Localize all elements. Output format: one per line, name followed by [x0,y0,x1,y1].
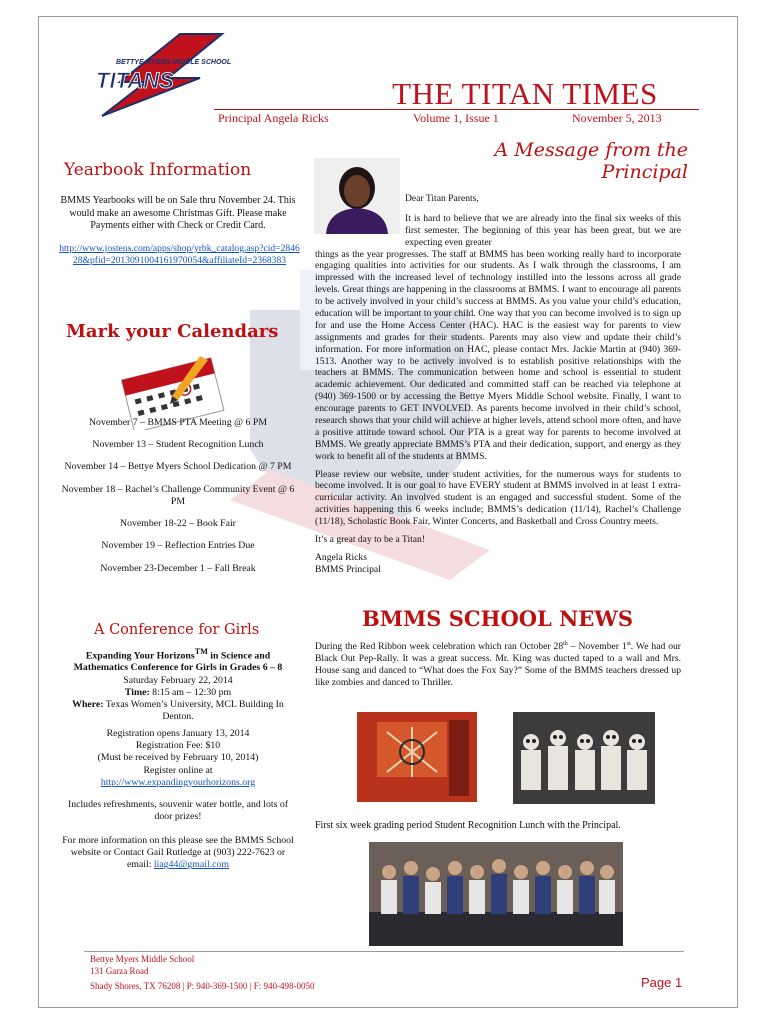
conference-name-a: Expanding Your Horizons [85,650,195,662]
lunch-caption: First six week grading period Student Recognition Lunch with the Principal. [315,820,621,831]
zombie-teachers-photo [513,712,655,804]
registration-fee: Registration Fee: $10 [135,740,221,752]
footer-address [90,954,314,993]
event-item: November 23-December 1 – Fall Break [100,562,256,574]
message-heading-line1: A Message from the [494,139,688,161]
signature-name: Angela Ricks [315,551,367,563]
logo-school-text: BETTYE MYERS MIDDLE SCHOOL [116,59,232,66]
register-online-text: Register online at [143,764,213,776]
volume-issue: Volume 1, Issue 1 [413,111,499,125]
message-heading [412,140,688,184]
news-text-c: . We had our Black Out Pep-Rally. It was a great success. Mr. King was ducted taped to a wall and Mrs. House sang and danced to “What does the Fox Say?” Some of the BMMS teachers dressed up like zombies and danced to Thriller. [315,641,681,689]
logo-name-text: TITANS [96,68,174,93]
conference-location: Texas Women’s University, MCL Building In Denton. [103,698,284,722]
letter-closing: It’s a great day to be a Titan! [315,534,426,546]
contact-email-link[interactable]: liag44@gmail.com [153,859,230,871]
more-info-text: For more information on this please see the BMMS School website or Contact Gail Rutledge at (903) 222-7623 or email: [62,835,294,871]
issue-date: November 5, 2013 [572,111,662,125]
news-text-b: – November 1 [567,641,627,653]
superscript: th [563,641,568,647]
event-item: November 7 – BMMS PTA Meeting @ 6 PM [88,417,268,428]
conference-time: 8:15 am – 12:30 pm [149,686,232,698]
masthead-divider [214,109,699,110]
registration-link[interactable]: http://www.expandingyourhorizons.org [100,776,256,788]
newsletter-title: THE TITAN TIMES [392,76,658,111]
footer-contact: Shady Shores, TX 76208 | P: 940-369-1500 | F: 940-498-0050 [90,981,315,992]
news-paragraph [315,641,681,690]
event-item: November 18 – Rachel’s Challenge Community Event @ 6 PM [61,483,295,507]
recognition-lunch-photo [369,842,623,946]
titans-logo [72,30,262,120]
calendar-heading: Mark your Calendars [66,321,279,342]
signature-title: BMMS Principal [315,563,381,575]
letter-paragraph: Please review our website, under student activities, for the numerous ways for students to become involved. It is our goal to have EVERY student at BMMS involved in at least 1 extra-curricular activity. An involved student is an engaged and successful student. Some of the activities happening this 6 weeks include; BMMS’s dedication (11/14), Rachel’s Challenge (11/18), Scholastic Book Fair, Winter Concerts, and Basketball and Cross Country meets. [315,468,681,528]
time-label: Time: [124,686,150,698]
event-item: November 18-22 – Book Fair [120,518,236,530]
red-ribbon-photo [357,712,477,802]
conference-heading: A Conference for Girls [94,622,260,638]
yearbook-link[interactable]: http://www.jostens.com/apps/shop/yrbk_catalog.asp?cid=284628&pfid=2013091004161970054&affiliateId=2368383 [59,243,300,266]
more-info [58,835,298,871]
principal-letter [315,193,681,576]
letter-paragraph-indent: It is hard to believe that we are already into the final six weeks of this first semester. The beginning of this year has been great, but we are expecting even greater [405,212,681,248]
conference-name-b: in Science and Mathematics Conference for Girls in Grades 6 – 8 [73,650,283,674]
trademark: TM [194,647,208,656]
conference-name [58,647,298,723]
where-label: Where: [72,698,104,710]
page-number: Page 1 [641,975,683,990]
includes-text: Includes refreshments, souvenir water bottle, and lots of door prizes! [67,798,289,822]
yearbook-text: BMMS Yearbooks will be on Sale thru November 24. This would make an awesome Christmas Gift. Please make Payments either with Check or Credit Card. [60,195,296,231]
letter-paragraph-rest: things as the year progresses. The staff at BMMS has been working really hard to incorporate engaging qualities into activities for our students. As I walk through the classrooms, I am impressed with the increased level of technology instilled into the lessons across all grade levels. Great things are happening in the classrooms at BMMS. I want to encourage all parents to be actively involved in your child’s success at BMMS. As you value your child’s education, education will be important to your child. One way that you can become involved is to sign up for and use the Home Access Center (HAC). HAC is the easiest way for parents to view assignments and grades for their students. Parents may also view and update their child’s information. For more information on HAC, please contact Mrs. Jackie Martin at (940) 369-1513. Another way to be actively involved is to establish positive relationships with the teachers at BMMS. The communication between home and school is essential to student academic achievement. Our dedicated and committed staff can be reached via telephone at (940) 369-1500 or by accessing the Bettye Myers Middle School website. Finally, I want to encourage parents to GET INVOLVED. As parents become involved in their child’s school, research shows that your child will achieve at higher levels, attend school more often, and have a positive attitude toward school. Our PTA is a great way for parents to become involved at BMMS. We greatly appreciate BMMS’s PTA and their dedication, support, and energy as they work to benefit all of the students at BMMS. [315,248,681,462]
event-item: November 13 – Student Recognition Lunch [92,439,264,451]
superscript: st [626,641,631,647]
footer-street: 131 Garza Road [90,965,149,976]
registration-info [58,728,298,789]
registration-deadline: (Must be received by February 10, 2014) [97,752,259,764]
letter-paragraph [315,213,681,463]
footer-divider [84,951,684,952]
footer-school: Bettye Myers Middle School [90,954,195,964]
message-heading-line2: Principal [601,160,688,183]
event-item: November 19 – Reflection Entries Due [101,540,255,552]
conference-date: Saturday February 22, 2014 [123,674,233,686]
salutation: Dear Titan Parents, [405,193,479,204]
event-item: November 14 – Bettye Myers School Dedication @ 7 PM [64,461,292,473]
news-heading: BMMS SCHOOL NEWS [362,606,634,631]
conference-details [58,647,298,877]
principal-name: Principal Angela Ricks [218,111,329,125]
registration-opens: Registration opens January 13, 2014 [106,728,250,740]
news-text-a: During the Red Ribbon week celebration which ran October 28 [315,641,564,653]
event-list [58,417,298,585]
yearbook-heading: Yearbook Information [64,160,252,180]
